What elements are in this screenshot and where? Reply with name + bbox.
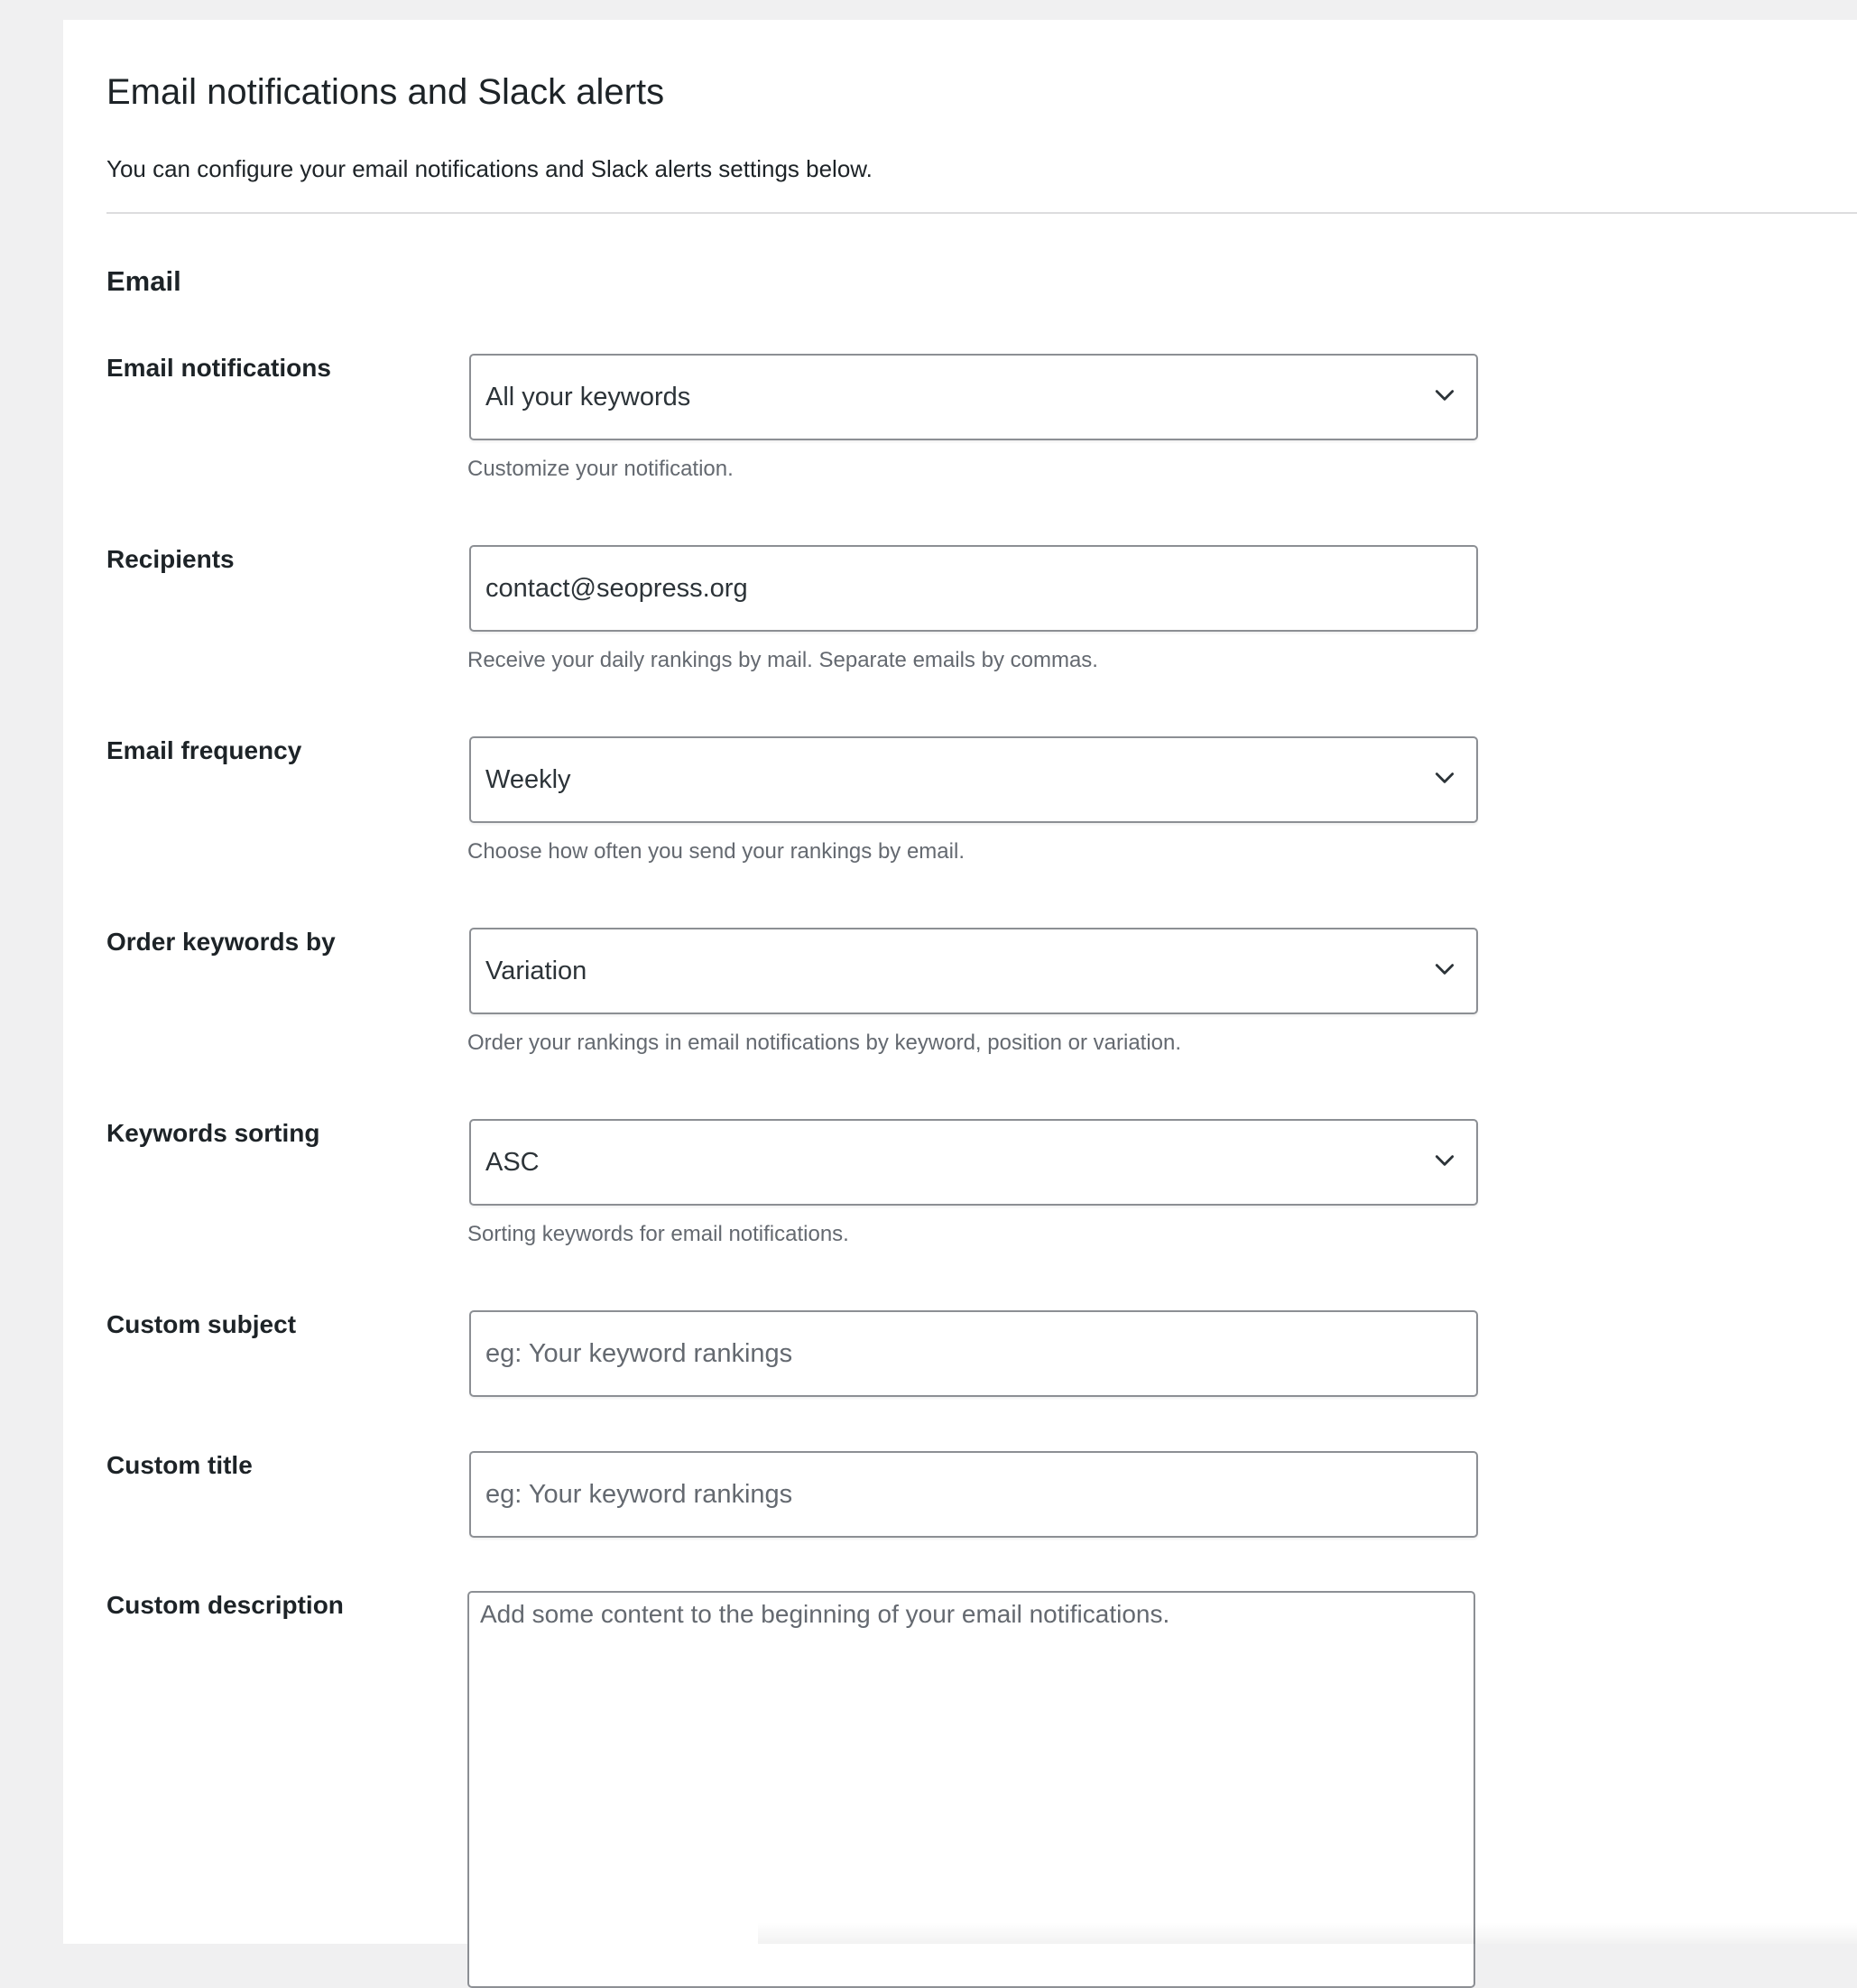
bottom-shadow — [758, 1922, 1857, 1944]
order-keywords-by-label: Order keywords by — [106, 928, 336, 956]
chevron-down-icon — [1433, 766, 1456, 790]
chevron-down-icon — [1433, 957, 1456, 981]
recipients-input[interactable] — [471, 547, 1476, 630]
keywords-sorting-value: ASC — [485, 1148, 540, 1177]
recipients-label: Recipients — [106, 545, 235, 573]
chevron-down-icon — [1433, 1149, 1456, 1172]
keywords-sorting-select[interactable] — [469, 1119, 1478, 1206]
email-notifications-label: Email notifications — [106, 354, 331, 382]
custom-subject-label: Custom subject — [106, 1310, 297, 1338]
order-keywords-by-value: Variation — [485, 957, 587, 985]
custom-title-label: Custom title — [106, 1451, 253, 1479]
section-divider — [106, 212, 1857, 214]
email-frequency-label: Email frequency — [106, 736, 302, 764]
order-keywords-by-select[interactable] — [469, 928, 1478, 1014]
order-keywords-by-help: Order your rankings in email notifications by keyword, position or variation. — [467, 1031, 1182, 1055]
custom-subject-input[interactable] — [471, 1312, 1476, 1395]
custom-title-input[interactable] — [471, 1453, 1476, 1536]
keywords-sorting-label: Keywords sorting — [106, 1119, 320, 1147]
custom-title-field — [469, 1451, 1478, 1538]
email-notifications-help: Customize your notification. — [467, 457, 734, 481]
email-frequency-value: Weekly — [485, 765, 571, 794]
email-notifications-value: All your keywords — [485, 383, 691, 411]
keywords-sorting-help: Sorting keywords for email notifications. — [467, 1222, 849, 1246]
chevron-down-icon — [1433, 384, 1456, 407]
custom-subject-field — [469, 1310, 1478, 1397]
page-title: Email notifications and Slack alerts — [106, 72, 665, 112]
recipients-help: Receive your daily rankings by mail. Separate emails by commas. — [467, 648, 1098, 672]
settings-panel — [63, 20, 1857, 1944]
page-intro: You can configure your email notifications and Slack alerts settings below. — [106, 155, 873, 182]
email-section-title: Email — [106, 265, 181, 297]
recipients-field — [469, 545, 1478, 632]
email-frequency-select[interactable] — [469, 736, 1478, 823]
email-frequency-help: Choose how often you send your rankings by email. — [467, 839, 965, 864]
custom-description-label: Custom description — [106, 1591, 344, 1619]
email-notifications-select[interactable] — [469, 354, 1478, 440]
